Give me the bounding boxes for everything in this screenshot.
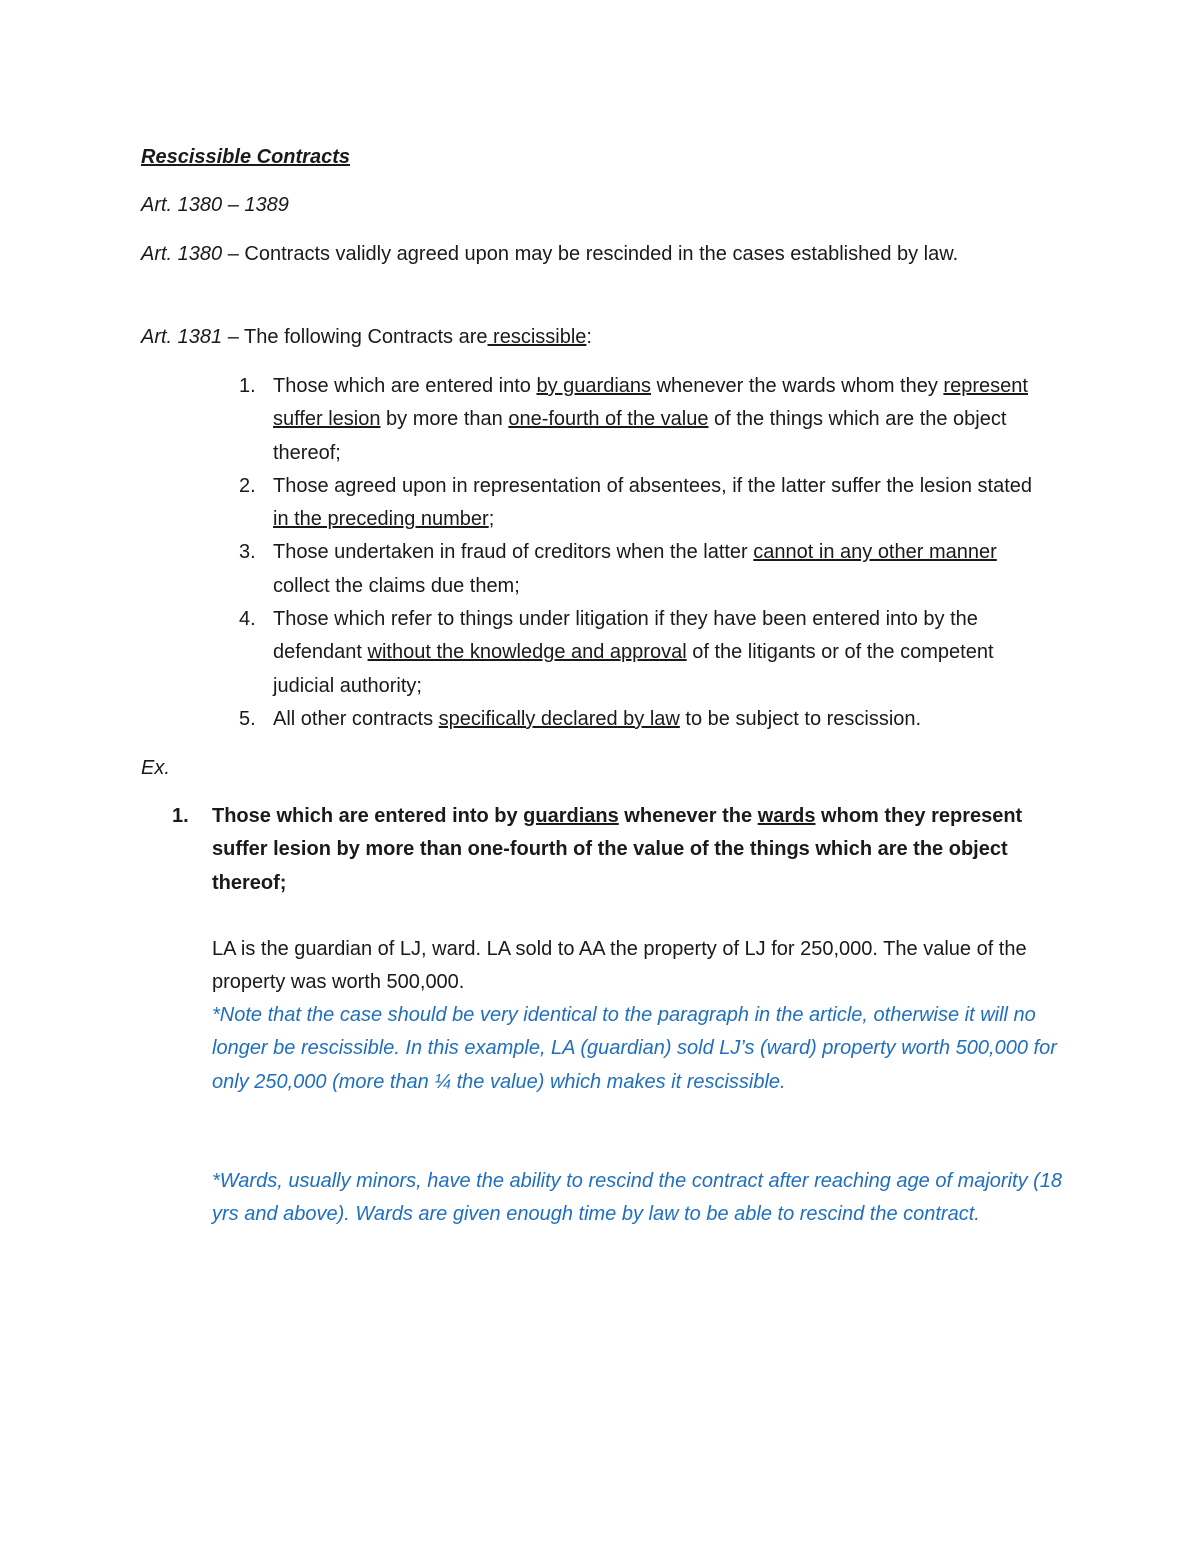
list-text: of the litigants or of the competent judicial authority;: [273, 641, 994, 697]
case-text: LA is the guardian of LJ, ward. LA sold to AA the property of LJ for 250,000. The value of the property was worth 500,000.: [212, 938, 1027, 994]
article-1381-underlined: rescissible: [487, 326, 587, 348]
article-1380: [141, 238, 1041, 271]
list-text: All other contracts: [273, 707, 439, 730]
list-text: Those which refer to things under litigation if they have been entered into by the defendant: [273, 608, 978, 664]
list-text: whenever the wards whom they: [651, 375, 944, 397]
note-wards: *Wards, usually minors, have the ability to rescind the contract after reaching age of majority (18 yrs and above). Wards are given enough time by law to be able to rescind the contract.: [212, 1170, 1063, 1226]
list-underlined: specifically declared by law: [438, 707, 680, 730]
list-number: 5.: [239, 707, 256, 730]
list-item: [232, 703, 1032, 736]
example-text: whenever the: [618, 805, 758, 827]
list-item: [232, 470, 1032, 537]
list-text: Those agreed upon in representation of absentees, if the latter suffer the lesion stated: [273, 474, 1033, 497]
article-1381-text: – The following Contracts are: [222, 326, 488, 348]
list-text: ;: [488, 508, 495, 531]
article-1381-label: Art. 1381: [141, 326, 223, 348]
list-number: 4.: [239, 608, 256, 631]
list-text: collect the claims due them;: [273, 574, 520, 597]
list-text: by more than: [380, 408, 509, 431]
list-number: 2.: [239, 474, 256, 497]
example-underlined: guardians: [523, 805, 619, 827]
list-number: 1.: [239, 375, 256, 397]
article-1380-text: – Contracts validly agreed upon may be rescinded in the cases established by law.: [222, 243, 959, 265]
list-text: Those undertaken in fraud of creditors when the latter: [273, 541, 754, 564]
list-item: [232, 370, 1032, 470]
note-identical-case: *Note that the case should be very identical to the paragraph in the article, otherwise it will no longer be rescissible. In this example, LA (guardian) sold LJ’s (ward) property worth 500,000 for only 250,000 (more than ¼ the value) which makes it rescissible.: [212, 1004, 1057, 1093]
example-number: 1.: [172, 805, 189, 827]
example-text: whom they represent suffer lesion by more than one-fourth of the value of the things which are the object thereof;: [212, 805, 1023, 894]
list-text: to be subject to rescission.: [679, 707, 922, 730]
article-1381-colon: :: [586, 326, 592, 348]
example-heading-text: [212, 800, 1062, 900]
document-title: Rescissible Contracts: [141, 146, 350, 168]
list-underlined: one-fourth of the value: [508, 408, 709, 431]
example-text: Those which are entered into by: [212, 805, 524, 827]
list-underlined: in the preceding number: [273, 508, 489, 531]
list-underlined: cannot in any other manner: [753, 541, 997, 564]
example-label: Ex.: [141, 757, 170, 779]
article-1380-label: Art. 1380: [141, 243, 223, 265]
list-underlined: by guardians: [536, 375, 652, 397]
list-underlined: without the knowledge and approval: [367, 641, 687, 664]
list-underlined: represent suffer lesion: [273, 375, 1028, 431]
list-item: [232, 603, 1032, 703]
rescissible-list: [232, 370, 1032, 736]
list-text: of the things which are the object thereof;: [273, 408, 1007, 464]
list-text: Those which are entered into: [273, 375, 537, 397]
example-heading: [172, 800, 1072, 900]
list-item: [232, 536, 1032, 603]
example-underlined: wards: [757, 805, 816, 827]
list-number: 3.: [239, 541, 256, 564]
article-range: Art. 1380 – 1389: [141, 194, 289, 216]
article-1381: [141, 321, 1041, 354]
